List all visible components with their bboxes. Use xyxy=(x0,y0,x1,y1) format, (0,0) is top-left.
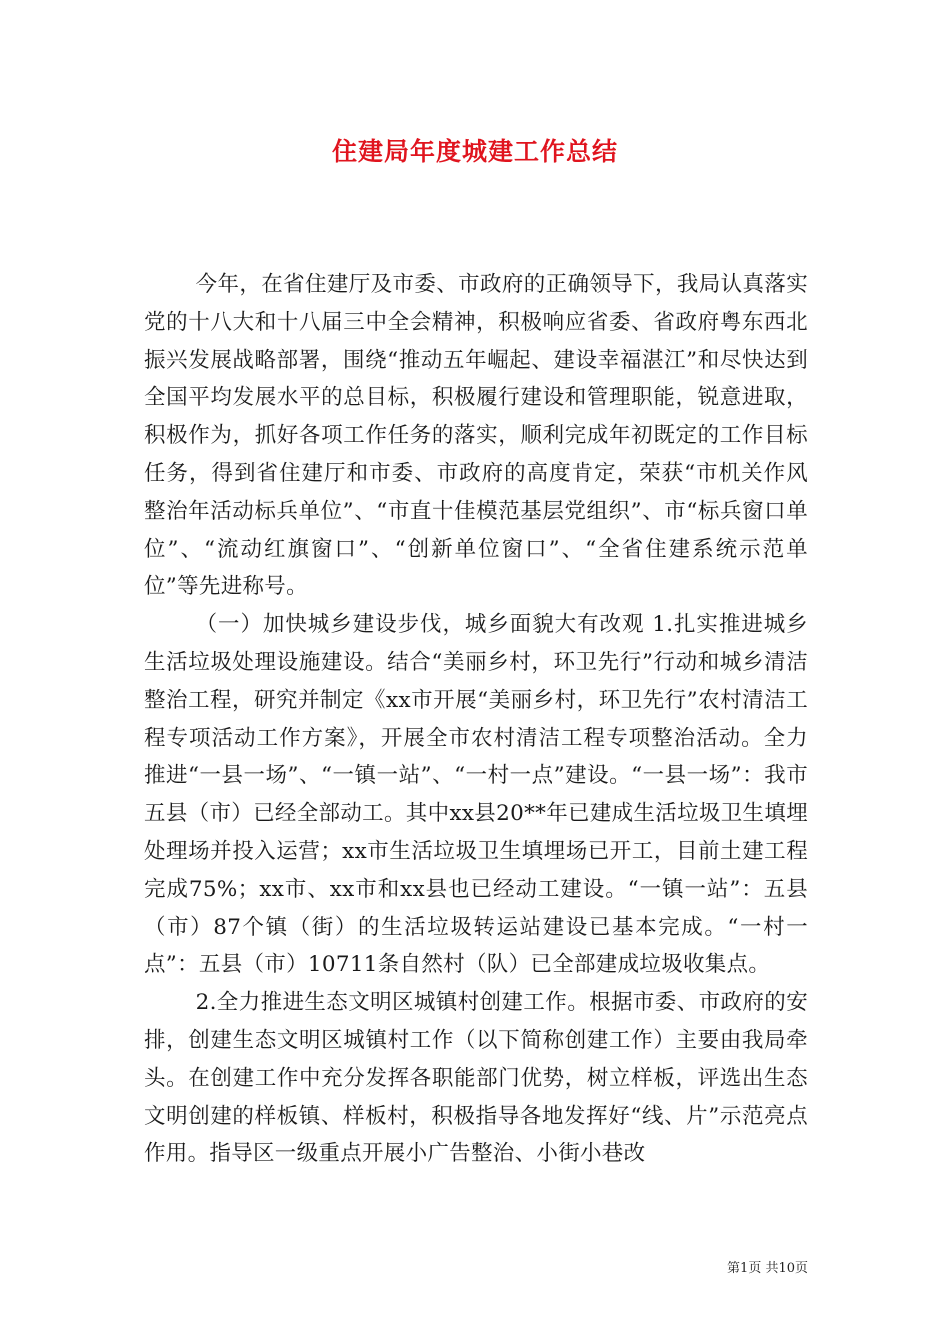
page-number-footer: 第1页 共10页 xyxy=(727,1261,808,1276)
document-body xyxy=(144,266,808,1173)
paragraph-intro: 今年，在省住建厅及市委、市政府的正确领导下，我局认真落实党的十八大和十八届三中全会精神，积极响应省委、省政府粤东西北振兴发展战略部署，围绕“推动五年崛起、建设幸福湛江”和尽快达到全国平均发展水平的总目标，积极履行建设和管理职能，锐意进取，积极作为，抓好各项工作任务的落实，顺利完成年初既定的工作目标任务，得到省住建厅和市委、市政府的高度肯定，荣获“市机关作风整治年活动标兵单位”、“市直十佳模范基层党组织”、市“标兵窗口单位”、“流动红旗窗口”、“创新单位窗口”、“全省住建系统示范单位”等先进称号。 xyxy=(144,272,808,600)
paragraph-item-2: 2.全力推进生态文明区城镇村创建工作。根据市委、市政府的安排，创建生态文明区城镇村工作（以下简称创建工作）主要由我局牵头。在创建工作中充分发挥各职能部门优势，树立样板，评选出生态文明创建的样板镇、样板村，积极指导各地发挥好“线、片”示范亮点作用。指导区一级重点开展小广告整治、小街小巷改 xyxy=(144,990,808,1167)
paragraph-section-1: （一）加快城乡建设步伐，城乡面貌大有改观 1.扎实推进城乡生活垃圾处理设施建设。结合“美丽乡村，环卫先行”行动和城乡清洁整治工程，研究并制定《xx市开展“美丽乡村，环卫先行”农村清洁工程专项活动工作方案》，开展全市农村清洁工程专项整治活动。全力推进“一县一场”、“一镇一站”、“一村一点”建设。“一县一场”：我市五县（市）已经全部动工。其中xx县20**年已建成生活垃圾卫生填埋处理场并投入运营；xx市生活垃圾卫生填埋场已开工，目前土建工程完成75%；xx市、xx市和xx县也已经动工建设。“一镇一站”：五县（市）87个镇（街）的生活垃圾转运站建设已基本完成。“一村一点”：五县（市）10711条自然村（队）已全部建成垃圾收集点。 xyxy=(144,612,808,978)
document-title: 住建局年度城建工作总结 xyxy=(331,137,618,166)
